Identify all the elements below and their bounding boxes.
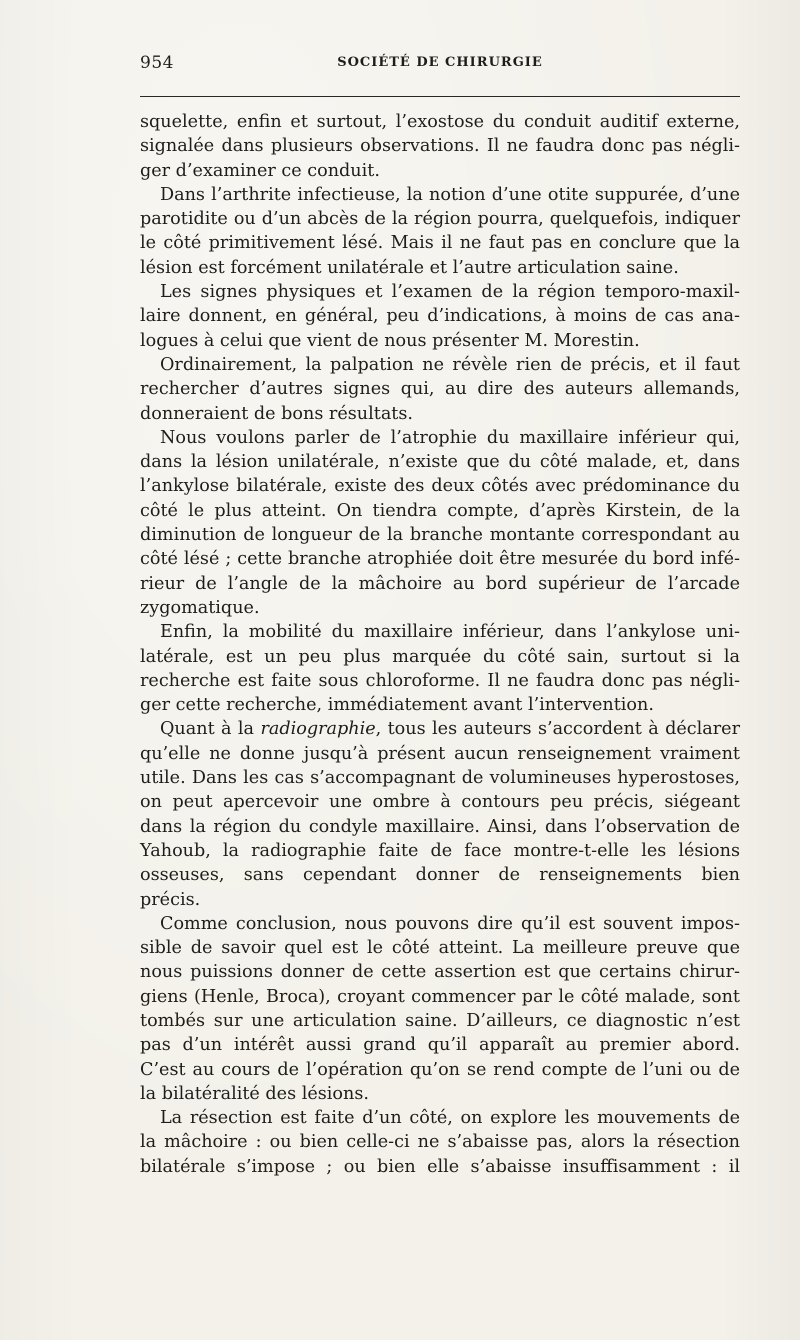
text-line: diminution de longueur de la branche montante correspondant au — [140, 525, 740, 546]
text-line: parotidite ou d’un abcès de la région pourra, quelquefois, indiquer — [140, 209, 740, 230]
text-line: donneraient de bons résultats. — [140, 403, 413, 424]
text-line: logues à celui que vient de nous présenter M. Morestin. — [140, 330, 640, 351]
text-line: Nous voulons parler de l’atrophie du maxillaire inférieur qui, — [160, 427, 740, 448]
text-line: dans la région du condyle maxillaire. Ainsi, dans l’observation de — [140, 816, 740, 837]
text-line: squelette, enfin et surtout, l’exostose du conduit auditif externe, — [140, 112, 740, 132]
text-line: La résection est faite d’un côté, on explore les mouvements de — [160, 1108, 740, 1129]
running-head — [140, 53, 740, 77]
text-line: Dans l’arthrite infectieuse, la notion d’une otite suppurée, d’une — [160, 184, 740, 205]
text-line: giens (Henle, Broca), croyant commencer par le côté malade, sont — [140, 986, 740, 1007]
text-line: côté le plus atteint. On tiendra compte, d’après Kirstein, de la — [140, 500, 740, 521]
text-line: rechercher d’autres signes qui, au dire des auteurs allemands, — [140, 379, 740, 400]
text-line: l’ankylose bilatérale, existe des deux côtés avec prédominance du — [140, 476, 740, 497]
text-line: Quant à la radiographie, tous les auteurs s’accordent à déclarer — [160, 719, 740, 740]
text-line: laire donnent, en général, peu d’indications, à moins de cas ana- — [140, 306, 740, 327]
text-line: lésion est forcément unilatérale et l’autre articulation saine. — [140, 257, 679, 278]
text-line: précis. — [140, 889, 201, 910]
text-line: osseuses, sans cependant donner de renseignements bien — [140, 865, 740, 886]
text-line: signalée dans plusieurs observations. Il ne faudra donc pas négli- — [140, 136, 740, 157]
text-line: ger cette recherche, immédiatement avant l’intervention. — [140, 695, 654, 716]
text-line: zygomatique. — [140, 597, 260, 618]
text-line: utile. Dans les cas s’accompagnant de volumineuses hyperostoses, — [140, 768, 740, 789]
text-line: Les signes physiques et l’examen de la région temporo-maxil- — [160, 282, 740, 303]
text-line: on peut apercevoir une ombre à contours peu précis, siégeant — [140, 792, 740, 813]
text-line: recherche est faite sous chloroforme. Il ne faudra donc pas négli- — [140, 670, 740, 691]
text-line: Ordinairement, la palpation ne révèle rien de précis, et il faut — [160, 354, 740, 375]
text-line: la mâchoire : ou bien celle-ci ne s’abaisse pas, alors la résection — [140, 1132, 740, 1153]
body-text — [140, 110, 740, 1179]
text-line: nous puissions donner de cette assertion est que certains chirur- — [140, 962, 740, 983]
text-line: rieur de l’angle de la mâchoire au bord supérieur de l’arcade — [140, 573, 740, 594]
text-line: C’est au cours de l’opération qu’on se rend compte de l’uni ou de — [140, 1059, 740, 1080]
page-number: 954 — [140, 53, 174, 73]
text-line: qu’elle ne donne jusqu’à présent aucun renseignement vraiment — [140, 743, 740, 764]
header-rule — [140, 96, 740, 97]
text-line: Comme conclusion, nous pouvons dire qu’il est souvent impos- — [160, 913, 740, 934]
text-line: latérale, est un peu plus marquée du côté sain, surtout si la — [140, 646, 740, 667]
text-line: le côté primitivement lésé. Mais il ne faut pas en conclure que la — [140, 233, 740, 254]
text-line: tombés sur une articulation saine. D’ailleurs, ce diagnostic n’est — [140, 1010, 740, 1031]
text-line: la bilatéralité des lésions. — [140, 1083, 369, 1104]
text-line: côté lésé ; cette branche atrophiée doit être mesurée du bord infé- — [140, 549, 740, 570]
text-line: Yahoub, la radiographie faite de face montre-t-elle les lésions — [140, 840, 740, 861]
emphasis-term: radiographie — [260, 719, 376, 740]
running-title: SOCIÉTÉ DE CHIRURGIE — [337, 55, 543, 70]
text-line: Enfin, la mobilité du maxillaire inférieur, dans l’ankylose uni- — [160, 622, 740, 643]
text-line: pas d’un intérêt aussi grand qu’il apparaît au premier abord. — [140, 1035, 740, 1056]
text-line: ger d’examiner ce conduit. — [140, 160, 380, 181]
text-line: dans la lésion unilatérale, n’existe que du côté malade, et, dans — [140, 452, 740, 473]
text-line: sible de savoir quel est le côté atteint. La meilleure preuve que — [140, 938, 740, 959]
text-line: bilatérale s’impose ; ou bien elle s’abaisse insuffisamment : il — [140, 1156, 740, 1177]
